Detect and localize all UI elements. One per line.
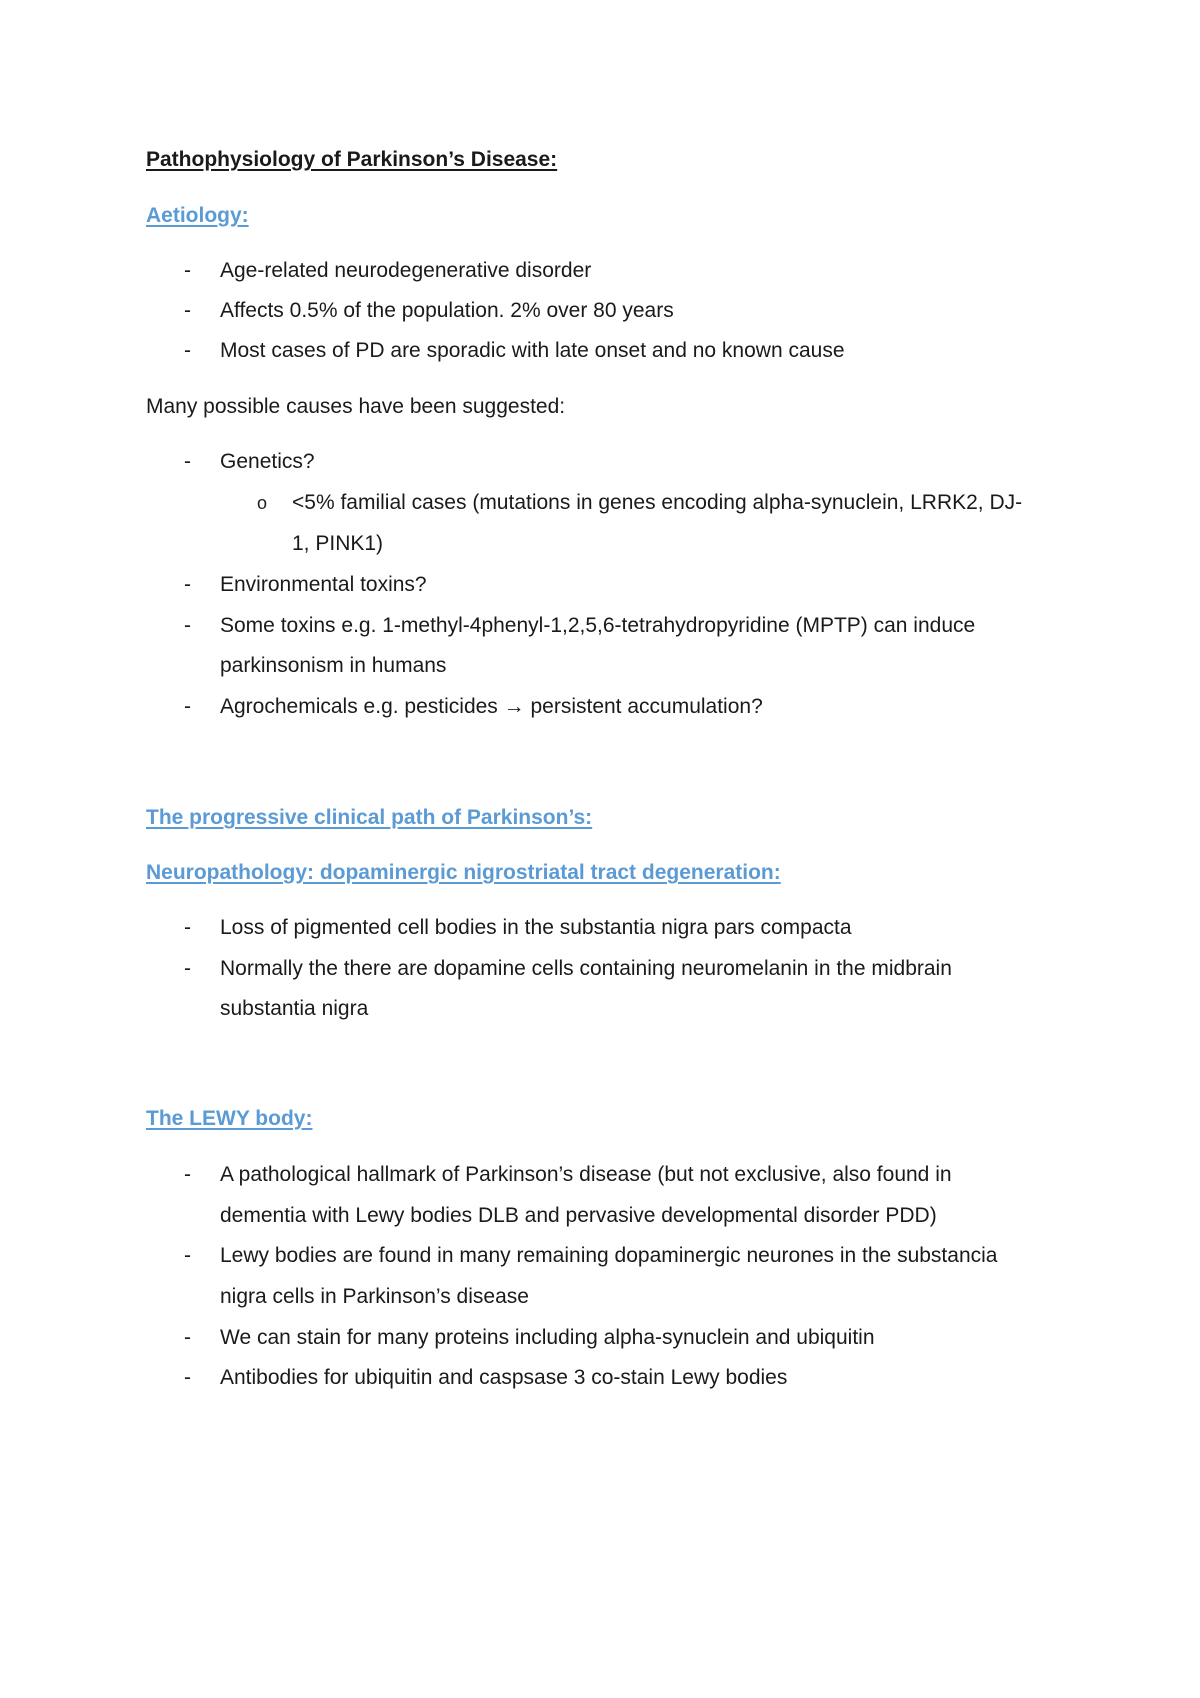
lewy-body-heading: The LEWY body: [146, 1107, 313, 1130]
genetics-detail: <5% familial cases (mutations in genes encoding alpha-synuclein, LRRK2, DJ- [292, 491, 1023, 514]
bullet-dash: - [184, 614, 191, 637]
bullet-dash: - [184, 916, 191, 939]
bullet-dash: - [184, 1326, 191, 1349]
cause-environmental: Environmental toxins? [220, 573, 427, 596]
neuropathology-heading: Neuropathology: dopaminergic nigrostriatal tract degeneration: [146, 861, 781, 884]
page-title: Pathophysiology of Parkinson’s Disease: [146, 148, 558, 171]
bullet-dash: - [184, 573, 191, 596]
bullet-dash: - [184, 1244, 191, 1267]
cause-genetics: Genetics? [220, 450, 315, 473]
neuropathology-bullet-cont: substantia nigra [220, 997, 369, 1020]
cause-toxins-cont: parkinsonism in humans [220, 654, 447, 677]
lewy-bullet-cont: dementia with Lewy bodies DLB and pervasive developmental disorder PDD) [220, 1204, 937, 1227]
cause-agrochemicals: Agrochemicals e.g. pesticides → persistent accumulation? [220, 695, 763, 718]
bullet-dash: - [184, 1366, 191, 1389]
lewy-bullet: We can stain for many proteins including alpha-synuclein and ubiquitin [220, 1326, 875, 1349]
bullet-dash: - [184, 339, 191, 362]
bullet-dash: - [184, 259, 191, 282]
lewy-bullet: Lewy bodies are found in many remaining dopaminergic neurones in the substancia [220, 1244, 998, 1267]
bullet-dash: - [184, 1163, 191, 1186]
causes-intro: Many possible causes have been suggested: [146, 395, 566, 418]
aetiology-bullet: Age-related neurodegenerative disorder [220, 259, 592, 282]
neuropathology-bullet: Normally the there are dopamine cells containing neuromelanin in the midbrain [220, 957, 952, 980]
bullet-dash: - [184, 450, 191, 473]
bullet-dash: - [184, 957, 191, 980]
clinical-path-heading: The progressive clinical path of Parkinson’s: [146, 806, 593, 829]
lewy-bullet-cont: nigra cells in Parkinson’s disease [220, 1285, 529, 1308]
aetiology-bullet: Affects 0.5% of the population. 2% over 80 years [220, 299, 674, 322]
neuropathology-bullet: Loss of pigmented cell bodies in the substantia nigra pars compacta [220, 916, 852, 939]
genetics-detail-cont: 1, PINK1) [292, 532, 384, 555]
bullet-dash: - [184, 299, 191, 322]
aetiology-bullet: Most cases of PD are sporadic with late onset and no known cause [220, 339, 845, 362]
lewy-bullet: Antibodies for ubiquitin and caspsase 3 co-stain Lewy bodies [220, 1366, 788, 1389]
aetiology-heading: Aetiology: [146, 204, 249, 227]
lewy-bullet: A pathological hallmark of Parkinson’s disease (but not exclusive, also found in [220, 1163, 952, 1186]
bullet-dash: - [184, 695, 191, 718]
cause-toxins: Some toxins e.g. 1-methyl-4phenyl-1,2,5,6-tetrahydropyridine (MPTP) can induce [220, 614, 976, 637]
sub-bullet-marker: o [257, 493, 268, 513]
